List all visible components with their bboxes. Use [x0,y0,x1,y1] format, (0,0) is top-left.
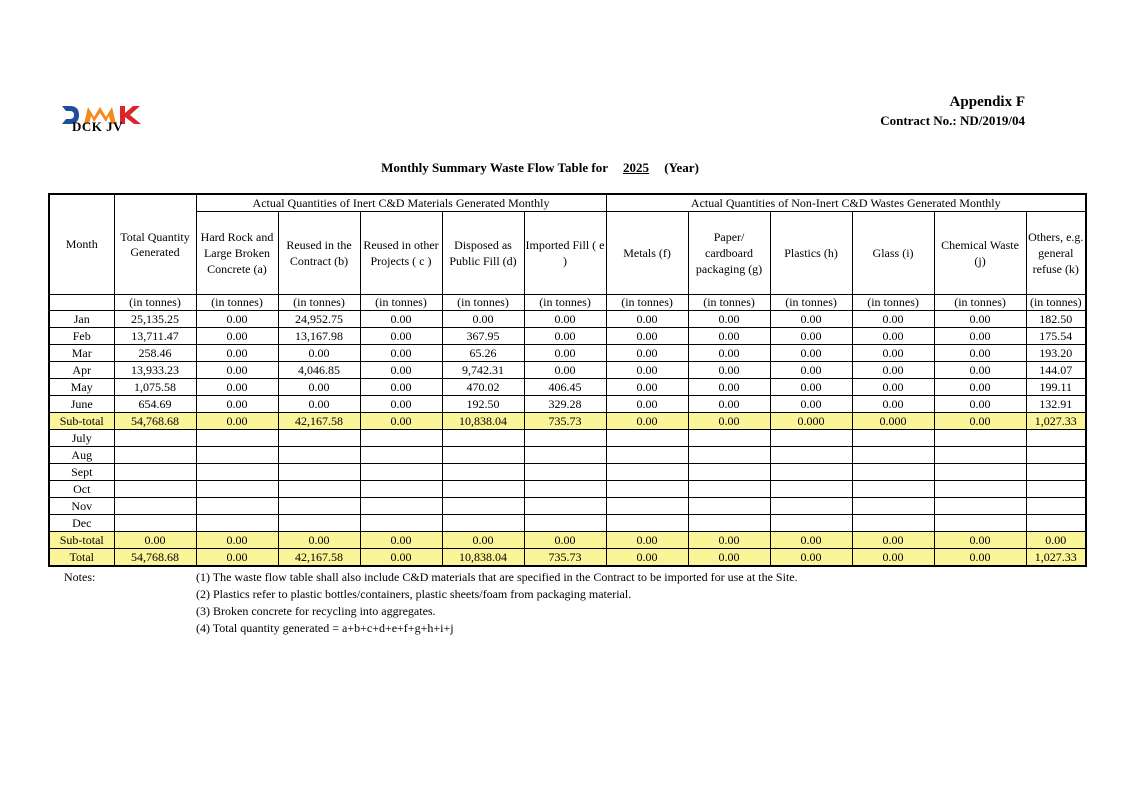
table-cell [114,498,196,515]
table-cell: 0.00 [278,345,360,362]
table-cell: 0.00 [360,379,442,396]
table-cell: 470.02 [442,379,524,396]
table-cell [196,447,278,464]
table-cell [524,515,606,532]
col-header-total: Total Quantity Generated [114,194,196,295]
table-cell: 0.00 [770,311,852,328]
table-body [49,311,1086,567]
table-cell [1026,498,1086,515]
table-cell [934,481,1026,498]
table-cell: 0.00 [524,328,606,345]
table-cell: 735.73 [524,413,606,430]
table-cell: 0.00 [770,549,852,567]
table-cell [688,430,770,447]
row-label: Mar [49,345,114,362]
col-header-chemical: Chemical Waste (j) [934,212,1026,295]
table-cell: 42,167.58 [278,549,360,567]
row-label: Dec [49,515,114,532]
table-cell: 0.00 [770,328,852,345]
table-cell [196,464,278,481]
table-cell [114,481,196,498]
table-cell [852,498,934,515]
table-cell [606,447,688,464]
table-cell: 0.00 [688,379,770,396]
table-cell [278,498,360,515]
unit-cell: (in tonnes) [934,295,1026,311]
table-row [49,396,1086,413]
table-cell [278,464,360,481]
table-cell [770,430,852,447]
title-prefix: Monthly Summary Waste Flow Table for [381,160,608,175]
table-cell: 0.00 [442,311,524,328]
table-cell [360,481,442,498]
table-cell: 0.00 [688,532,770,549]
logo-text: DCK JV [72,119,124,134]
table-cell [688,447,770,464]
table-cell [524,430,606,447]
table-cell: 0.00 [360,311,442,328]
table-cell: 0.00 [360,532,442,549]
row-label: Sept [49,464,114,481]
table-cell: 0.00 [442,532,524,549]
table-cell [196,481,278,498]
table-cell: 0.00 [360,345,442,362]
table-cell: 0.00 [770,379,852,396]
page-title [0,160,1080,176]
table-cell [278,447,360,464]
unit-cell: (in tonnes) [606,295,688,311]
table-cell: 0.00 [852,345,934,362]
unit-cell: (in tonnes) [442,295,524,311]
table-cell: 0.00 [278,532,360,549]
table-cell [278,515,360,532]
table-cell [114,515,196,532]
table-cell: 0.00 [606,532,688,549]
table-cell [852,464,934,481]
table-cell: 0.00 [934,328,1026,345]
table-cell: 54,768.68 [114,549,196,567]
unit-cell: (in tonnes) [278,295,360,311]
table-cell: 0.00 [934,413,1026,430]
table-cell: 0.00 [688,396,770,413]
table-cell: 0.00 [852,549,934,567]
unit-cell: (in tonnes) [114,295,196,311]
table-cell [1026,481,1086,498]
table-cell: 0.00 [524,311,606,328]
table-cell [442,464,524,481]
table-cell: 0.00 [852,396,934,413]
col-header-plastics: Plastics (h) [770,212,852,295]
table-cell [114,447,196,464]
col-header-paper: Paper/ cardboard packaging (g) [688,212,770,295]
table-cell: 0.00 [688,549,770,567]
table-cell: 0.00 [934,379,1026,396]
table-cell [114,464,196,481]
col-header-others: Others, e.g. general refuse (k) [1026,212,1086,295]
table-row [49,328,1086,345]
table-cell: 367.95 [442,328,524,345]
table-cell: 13,167.98 [278,328,360,345]
table-cell: 0.00 [606,362,688,379]
table-cell: 0.00 [852,328,934,345]
table-cell [770,481,852,498]
table-cell: 0.00 [524,362,606,379]
table-cell: 0.00 [196,396,278,413]
table-cell [360,515,442,532]
table-cell: 0.00 [770,396,852,413]
table-cell: 0.00 [360,549,442,567]
table-cell [606,481,688,498]
contract-number: Contract No.: ND/2019/04 [880,113,1025,128]
waste-flow-table [48,193,1087,567]
table-cell: 0.00 [196,379,278,396]
col-header-glass: Glass (i) [852,212,934,295]
table-cell: 0.00 [852,379,934,396]
table-cell [770,447,852,464]
table-cell [852,481,934,498]
table-cell: 0.00 [360,396,442,413]
table-cell: 0.00 [934,549,1026,567]
col-header-month: Month [49,194,114,295]
table-row [49,498,1086,515]
table-cell: 0.000 [852,413,934,430]
table-cell [360,447,442,464]
table-cell: 199.11 [1026,379,1086,396]
table-cell [688,498,770,515]
table-cell [442,430,524,447]
table-cell: 0.00 [688,345,770,362]
unit-cell: (in tonnes) [688,295,770,311]
table-cell: 13,711.47 [114,328,196,345]
table-cell: 0.00 [1026,532,1086,549]
table-cell: 0.00 [934,311,1026,328]
table-cell: 0.00 [360,413,442,430]
table-cell: 1,027.33 [1026,549,1086,567]
table-cell: 0.00 [196,413,278,430]
unit-cell: (in tonnes) [196,295,278,311]
table-cell [934,515,1026,532]
col-header-public-fill: Disposed as Public Fill (d) [442,212,524,295]
table-cell: 0.00 [606,549,688,567]
table-cell: 4,046.85 [278,362,360,379]
logo-k-icon [120,106,141,124]
table-cell: 65.26 [442,345,524,362]
table-cell: 0.00 [278,379,360,396]
table-cell: 0.00 [606,328,688,345]
table-row [49,362,1086,379]
notes-label: Notes: [64,570,96,584]
table-cell: 0.00 [770,345,852,362]
note-item: (3) Broken concrete for recycling into aggregates. [196,604,436,618]
table-cell: 0.00 [278,396,360,413]
note-item: (1) The waste flow table shall also include C&D materials that are specified in the Contract to be imported for use at the Site. [196,570,798,584]
row-label: Jan [49,311,114,328]
unit-cell: (in tonnes) [360,295,442,311]
table-cell [770,498,852,515]
table-cell: 0.00 [770,532,852,549]
table-cell: 10,838.04 [442,413,524,430]
table-cell: 0.00 [524,345,606,362]
table-cell: 0.00 [688,362,770,379]
table-cell: 0.00 [934,362,1026,379]
table-cell: 1,075.58 [114,379,196,396]
table-cell: 0.00 [688,311,770,328]
table-row [49,515,1086,532]
col-header-reused-contract: Reused in the Contract (b) [278,212,360,295]
table-cell [524,447,606,464]
unit-cell: (in tonnes) [852,295,934,311]
table-cell [934,430,1026,447]
table-cell [442,481,524,498]
table-cell: 24,952.75 [278,311,360,328]
table-row [49,379,1086,396]
table-cell: 258.46 [114,345,196,362]
unit-cell: (in tonnes) [1026,295,1086,311]
appendix-label: Appendix F [949,94,1025,110]
table-cell: 193.20 [1026,345,1086,362]
table-row-summary [49,549,1086,567]
table-cell [524,498,606,515]
table-cell [278,430,360,447]
row-label: Total [49,549,114,567]
table-cell [688,515,770,532]
table-cell: 0.00 [606,413,688,430]
note-item: (2) Plastics refer to plastic bottles/containers, plastic sheets/foam from packaging material. [196,587,632,601]
table-cell [770,515,852,532]
table-cell: 329.28 [524,396,606,413]
table-cell [606,498,688,515]
table-cell: 1,027.33 [1026,413,1086,430]
table-cell: 0.00 [688,328,770,345]
table-cell [1026,447,1086,464]
table-cell: 0.00 [934,396,1026,413]
table-cell [688,481,770,498]
table-row [49,345,1086,362]
table-cell: 0.00 [606,345,688,362]
table-cell [606,430,688,447]
table-cell [360,464,442,481]
table-cell: 0.00 [196,311,278,328]
unit-cell: (in tonnes) [524,295,606,311]
table-cell: 132.91 [1026,396,1086,413]
table-cell [1026,515,1086,532]
table-cell [934,447,1026,464]
table-cell [606,464,688,481]
table-cell [1026,464,1086,481]
table-cell [852,430,934,447]
table-cell [196,515,278,532]
table-cell: 0.00 [934,532,1026,549]
table-cell [934,498,1026,515]
table-cell [524,481,606,498]
table-cell: 0.00 [196,328,278,345]
table-cell [688,464,770,481]
table-cell: 192.50 [442,396,524,413]
table-cell [524,464,606,481]
table-cell [934,464,1026,481]
note-item: (4) Total quantity generated = a+b+c+d+e+f+g+h+i+j [196,621,454,635]
table-cell: 175.54 [1026,328,1086,345]
table-cell: 0.00 [606,379,688,396]
group-header-inert: Actual Quantities of Inert C&D Materials Generated Monthly [196,194,606,212]
unit-cell: (in tonnes) [770,295,852,311]
table-cell: 0.00 [934,345,1026,362]
col-header-hard-rock: Hard Rock and Large Broken Concrete (a) [196,212,278,295]
table-cell [360,430,442,447]
row-label: Apr [49,362,114,379]
table-cell: 25,135.25 [114,311,196,328]
table-cell [442,447,524,464]
title-year: 2025 [623,160,650,175]
table-cell: 0.000 [770,413,852,430]
table-cell [1026,430,1086,447]
table-cell: 0.00 [852,311,934,328]
unit-row [49,295,1086,311]
table-cell: 654.69 [114,396,196,413]
table-cell: 13,933.23 [114,362,196,379]
table-cell: 144.07 [1026,362,1086,379]
table-cell: 0.00 [852,362,934,379]
row-label: Nov [49,498,114,515]
unit-cell-blank [49,295,114,311]
table-cell: 0.00 [852,532,934,549]
col-header-imported-fill: Imported Fill ( e ) [524,212,606,295]
table-cell [852,515,934,532]
table-row [49,464,1086,481]
table-cell [442,498,524,515]
table-cell: 0.00 [196,345,278,362]
row-label: Feb [49,328,114,345]
row-label: May [49,379,114,396]
table-cell: 10,838.04 [442,549,524,567]
table-row [49,311,1086,328]
group-header-noninert: Actual Quantities of Non-Inert C&D Wastes Generated Monthly [606,194,1086,212]
table-cell: 0.00 [196,549,278,567]
table-row-summary [49,413,1086,430]
table-cell [606,515,688,532]
col-header-metals: Metals (f) [606,212,688,295]
table-cell: 0.00 [606,311,688,328]
table-cell [442,515,524,532]
table-cell: 54,768.68 [114,413,196,430]
table-cell: 42,167.58 [278,413,360,430]
table-row-summary [49,532,1086,549]
table-row [49,481,1086,498]
col-header-reused-other: Reused in other Projects ( c ) [360,212,442,295]
row-label: Sub-total [49,532,114,549]
table-cell: 0.00 [360,362,442,379]
row-label: Oct [49,481,114,498]
table-cell: 0.00 [524,532,606,549]
table-cell [196,430,278,447]
table-row [49,430,1086,447]
table-cell: 406.45 [524,379,606,396]
table-cell [196,498,278,515]
table-cell: 9,742.31 [442,362,524,379]
table-cell [852,447,934,464]
table-cell: 0.00 [114,532,196,549]
row-label: July [49,430,114,447]
table-cell: 0.00 [196,362,278,379]
table-cell: 0.00 [196,532,278,549]
table-cell: 0.00 [688,413,770,430]
table-cell: 0.00 [770,362,852,379]
row-label: Aug [49,447,114,464]
table-cell: 0.00 [606,396,688,413]
row-label: June [49,396,114,413]
table-cell [114,430,196,447]
table-cell: 182.50 [1026,311,1086,328]
table-cell [360,498,442,515]
table-cell [770,464,852,481]
table-cell [278,481,360,498]
table-cell: 0.00 [360,328,442,345]
table-cell: 735.73 [524,549,606,567]
table-row [49,447,1086,464]
notes-list [196,569,996,637]
title-suffix: (Year) [664,160,699,175]
row-label: Sub-total [49,413,114,430]
